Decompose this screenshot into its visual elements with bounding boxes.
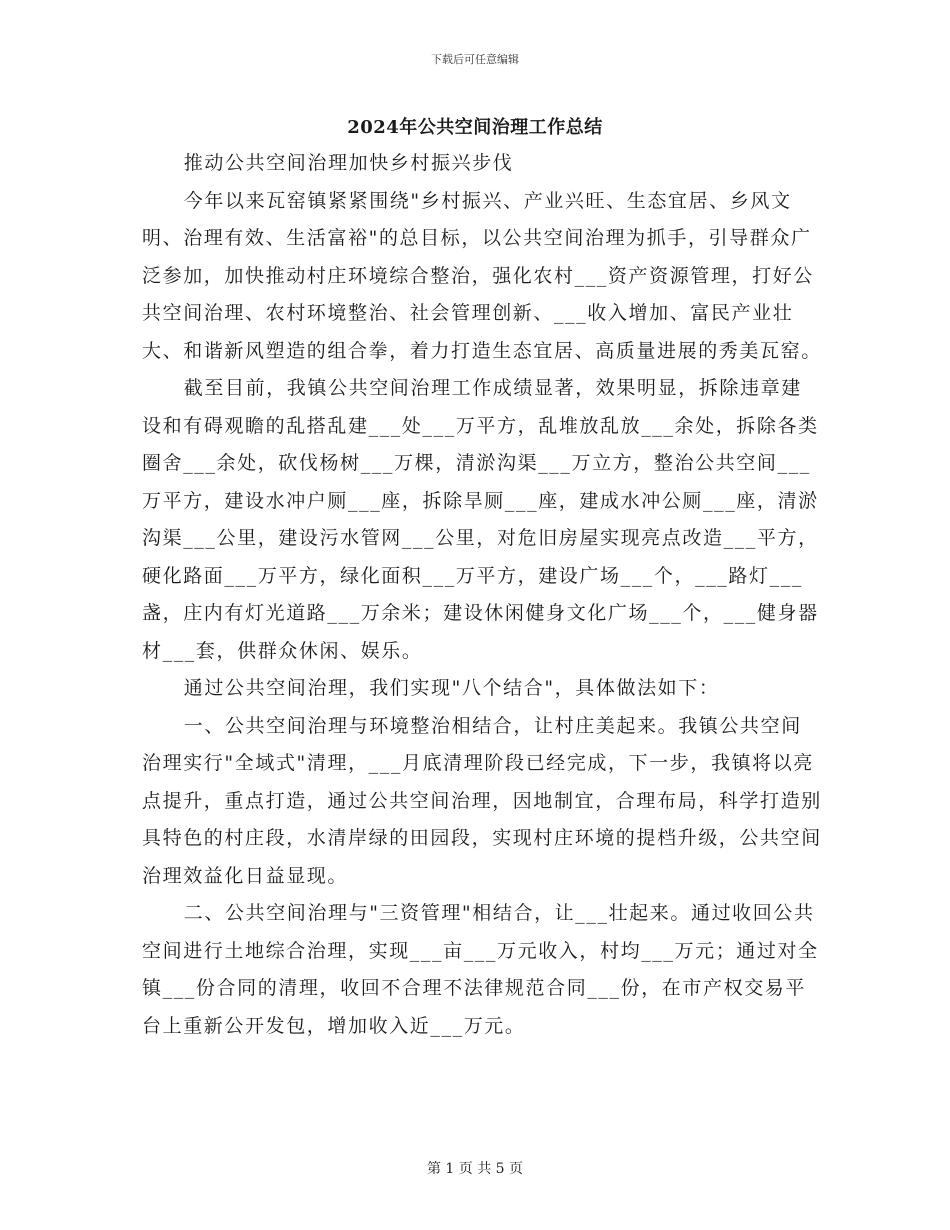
page-number-footer: 第 1 页 共 5 页: [426, 1161, 524, 1177]
paragraph-achievements: 截至目前，我镇公共空间治理工作成绩显著，效果明显，拆除违章建设和有碍观瞻的乱搭乱建___处___万平方，乱堆放乱放___余处，拆除各类圈舍___余处，砍伐杨树___万棵，清淤沟渠___万立方，整治公共空间___万平方，建设水冲户厕___座，拆除旱厕___座，建成水冲公厕___座，清淤沟渠___公里，建设污水管网___公里，对危旧房屋实现亮点改造___平方，硬化路面___万平方，绿化面积___万平方，建设广场___个，___路灯___盏，庄内有灯光道路___万余米；建设休闲健身文化广场___个，___健身器材___套，供群众休闲、娱乐。: [142, 377, 819, 662]
page-header-note: 下载后可任意编辑: [431, 53, 519, 66]
paragraph-eight-combinations: 通过公共空间治理，我们实现"八个结合"，具体做法如下：: [183, 677, 720, 699]
paragraph-point-one: 一、公共空间治理与环境整治相结合，让村庄美起来。我镇公共空间治理实行"全域式"清理，___月底清理阶段已经完成，下一步，我镇将以亮点提升，重点打造，通过公共空间治理，因地制宜，合理布局，科学打造别具特色的村庄段，水清岸绿的田园段，实现村庄环境的提档升级，公共空间治理效益化日益显现。: [142, 714, 822, 887]
paragraph-point-two: 二、公共空间治理与"三资管理"相结合，让___壮起来。通过收回公共空间进行土地综合治理，实现___亩___万元收入，村均___万元；通过对全镇___份合同的清理，收回不合理不法律规范合同___份，在市产权交易平台上重新公开发包，增加收入近___万元。: [142, 902, 819, 1037]
paragraph-intro: 今年以来瓦窑镇紧紧围绕"乡村振兴、产业兴旺、生态宜居、乡风文明、治理有效、生活富裕"的总目标，以公共空间治理为抓手，引导群众广泛参加，加快推动村庄环境综合整治，强化农村___资产资源管理，打好公共空间治理、农村环境整治、社会管理创新、___收入增加、富民产业壮大、和谐新风塑造的组合拳，着力打造生态宜居、高质量进展的秀美瓦窑。: [142, 189, 822, 362]
document-title: 2024年公共空间治理工作总结: [347, 117, 603, 138]
paragraph-subtitle: 推动公共空间治理加快乡村振兴步伐: [183, 152, 514, 174]
document-body: [142, 145, 822, 1045]
